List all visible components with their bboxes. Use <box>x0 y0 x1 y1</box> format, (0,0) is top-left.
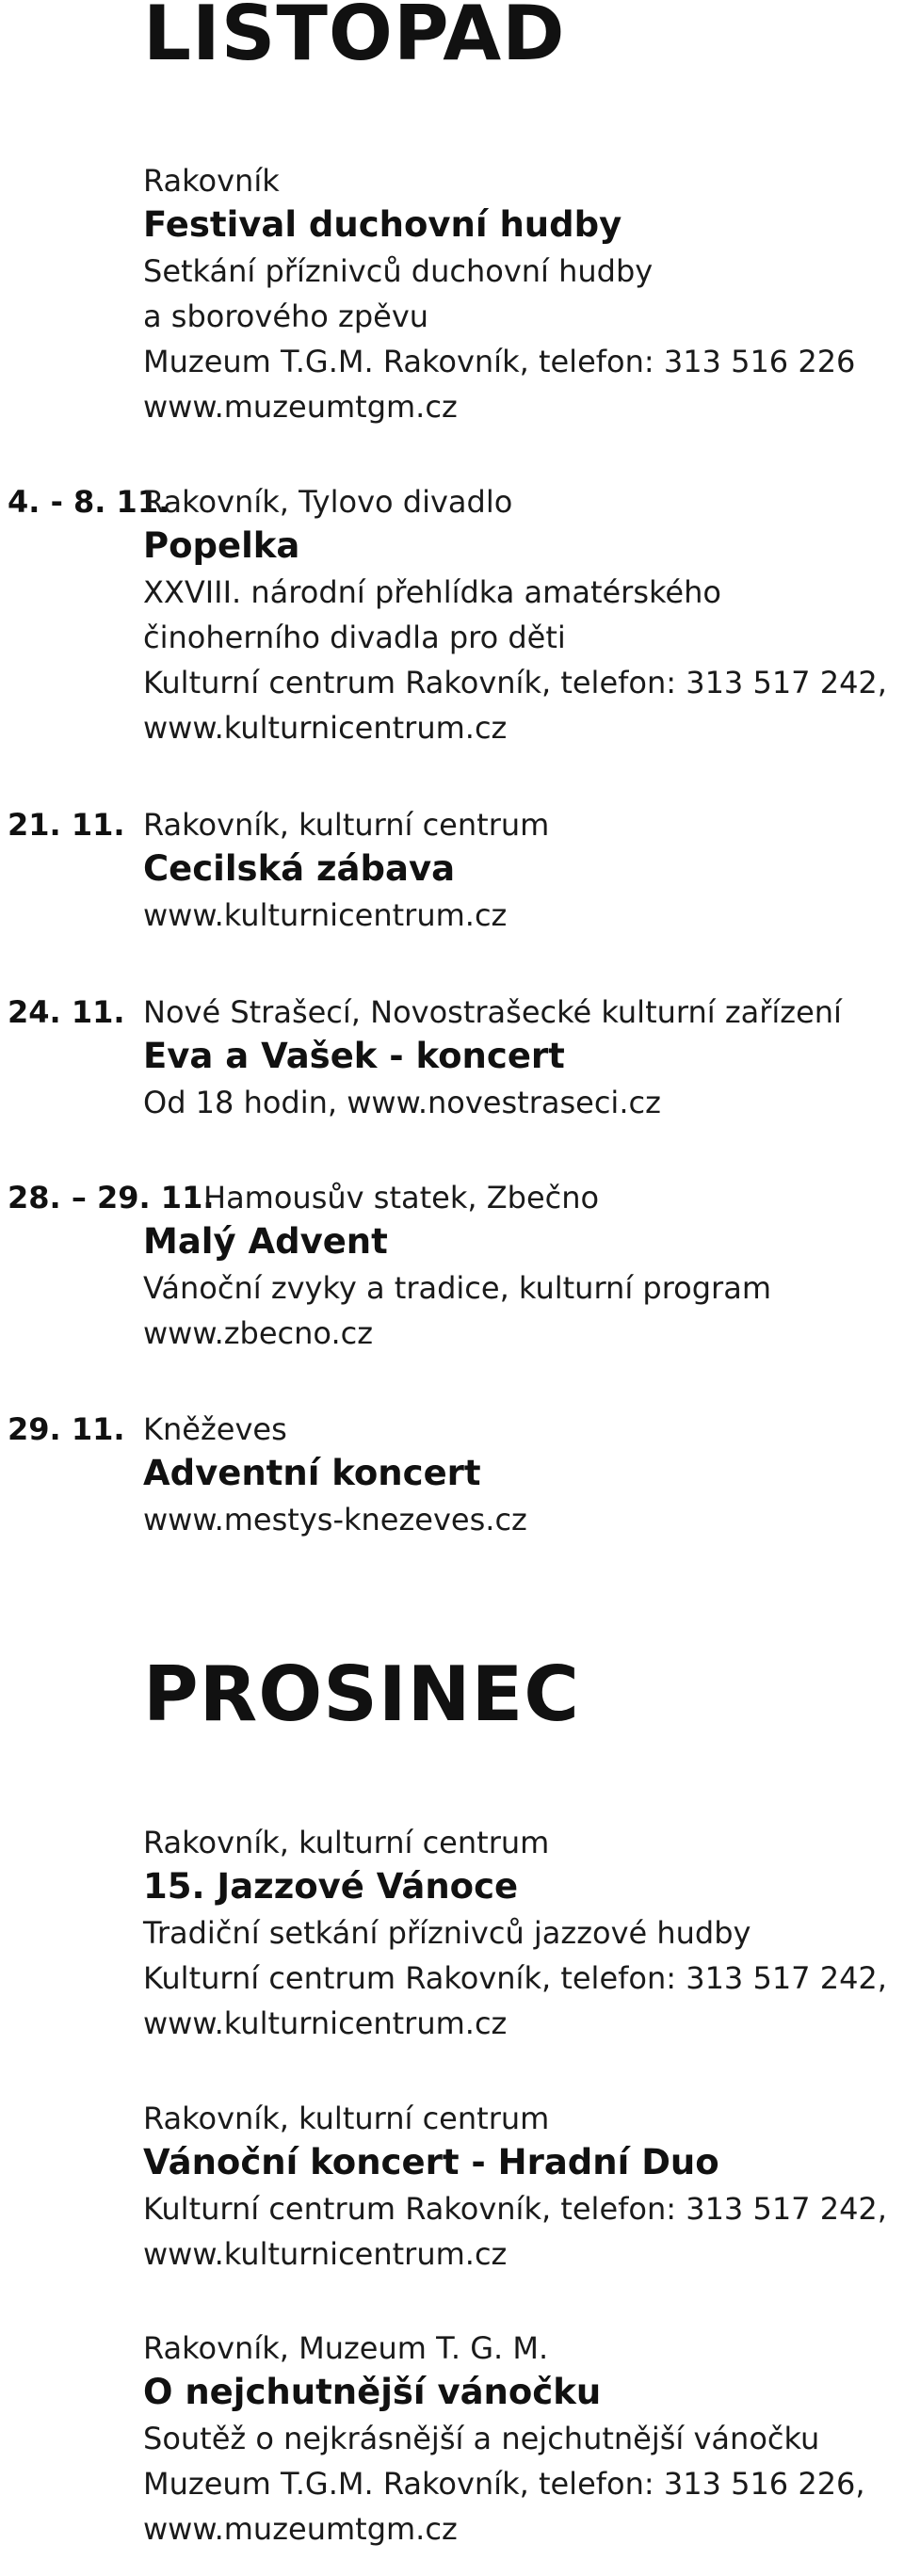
event-place: Nové Strašecí, Novostrašecké kulturní zařízení <box>143 994 842 1030</box>
event-place: Rakovník, kulturní centrum <box>143 1825 550 1860</box>
event-link[interactable]: www.mestys-knezeves.cz <box>143 1502 527 1538</box>
event-detail: Soutěž o nejkrásnější a nejchutnější vánočku <box>143 2421 820 2456</box>
event-date: 24. 11. <box>8 994 125 1030</box>
event-place: Rakovník <box>143 163 280 199</box>
event-title: Adventní koncert <box>143 1453 481 1493</box>
event-title: Vánoční koncert - Hradní Duo <box>143 2142 719 2182</box>
event-detail: XXVIII. národní přehlídka amatérského <box>143 574 721 610</box>
event-place: Rakovník, kulturní centrum <box>143 807 550 843</box>
event-title: Cecilská zábava <box>143 848 456 889</box>
event-detail: Od 18 hodin, www.novestraseci.cz <box>143 1085 661 1120</box>
event-link[interactable]: www.kulturnicentrum.cz <box>143 2005 508 2041</box>
event-detail: Kulturní centrum Rakovník, telefon: 313 517 242, <box>143 665 887 700</box>
event-date: 29. 11. <box>8 1411 125 1447</box>
event-detail: a sborového zpěvu <box>143 298 429 334</box>
event-link[interactable]: www.zbecno.cz <box>143 1315 373 1351</box>
event-detail: Setkání příznivců duchovní hudby <box>143 253 654 289</box>
event-place: Rakovník, Muzeum T. G. M. <box>143 2330 549 2366</box>
event-place: Kněževes <box>143 1411 287 1447</box>
event-detail: Muzeum T.G.M. Rakovník, telefon: 313 516 226 <box>143 344 856 379</box>
event-link[interactable]: www.kulturnicentrum.cz <box>143 2236 508 2272</box>
event-link[interactable]: www.kulturnicentrum.cz <box>143 710 508 746</box>
event-detail: Vánoční zvyky a tradice, kulturní program <box>143 1270 771 1306</box>
event-place: Rakovník, kulturní centrum <box>143 2101 550 2136</box>
event-title: Eva a Vašek - koncert <box>143 1036 565 1076</box>
event-title: 15. Jazzové Vánoce <box>143 1866 519 1907</box>
event-place: Rakovník, Tylovo divadlo <box>143 484 513 520</box>
event-link[interactable]: www.muzeumtgm.cz <box>143 389 458 425</box>
event-detail: Tradiční setkání příznivců jazzové hudby <box>143 1915 751 1951</box>
event-date: 4. - 8. 11. <box>8 484 170 520</box>
event-title: O nejchutnější vánočku <box>143 2372 602 2412</box>
section-heading-prosinec: PROSINEC <box>143 1650 580 1738</box>
event-detail: Kulturní centrum Rakovník, telefon: 313 517 242, <box>143 2191 887 2227</box>
event-link[interactable]: www.muzeumtgm.cz <box>143 2511 458 2547</box>
event-title: Popelka <box>143 525 300 566</box>
event-detail: Kulturní centrum Rakovník, telefon: 313 517 242, <box>143 1960 887 1996</box>
event-date: 21. 11. <box>8 807 125 843</box>
event-link[interactable]: www.kulturnicentrum.cz <box>143 897 508 933</box>
event-detail: činoherního divadla pro děti <box>143 620 566 655</box>
event-place: Hamousův statek, Zbečno <box>203 1180 600 1216</box>
event-detail: Muzeum T.G.M. Rakovník, telefon: 313 516 226, <box>143 2466 865 2502</box>
event-date: 28. – 29. 11. <box>8 1180 215 1216</box>
section-heading-listopad: LISTOPAD <box>143 0 566 77</box>
event-title: Festival duchovní hudby <box>143 204 622 245</box>
event-title: Malý Advent <box>143 1221 388 1262</box>
